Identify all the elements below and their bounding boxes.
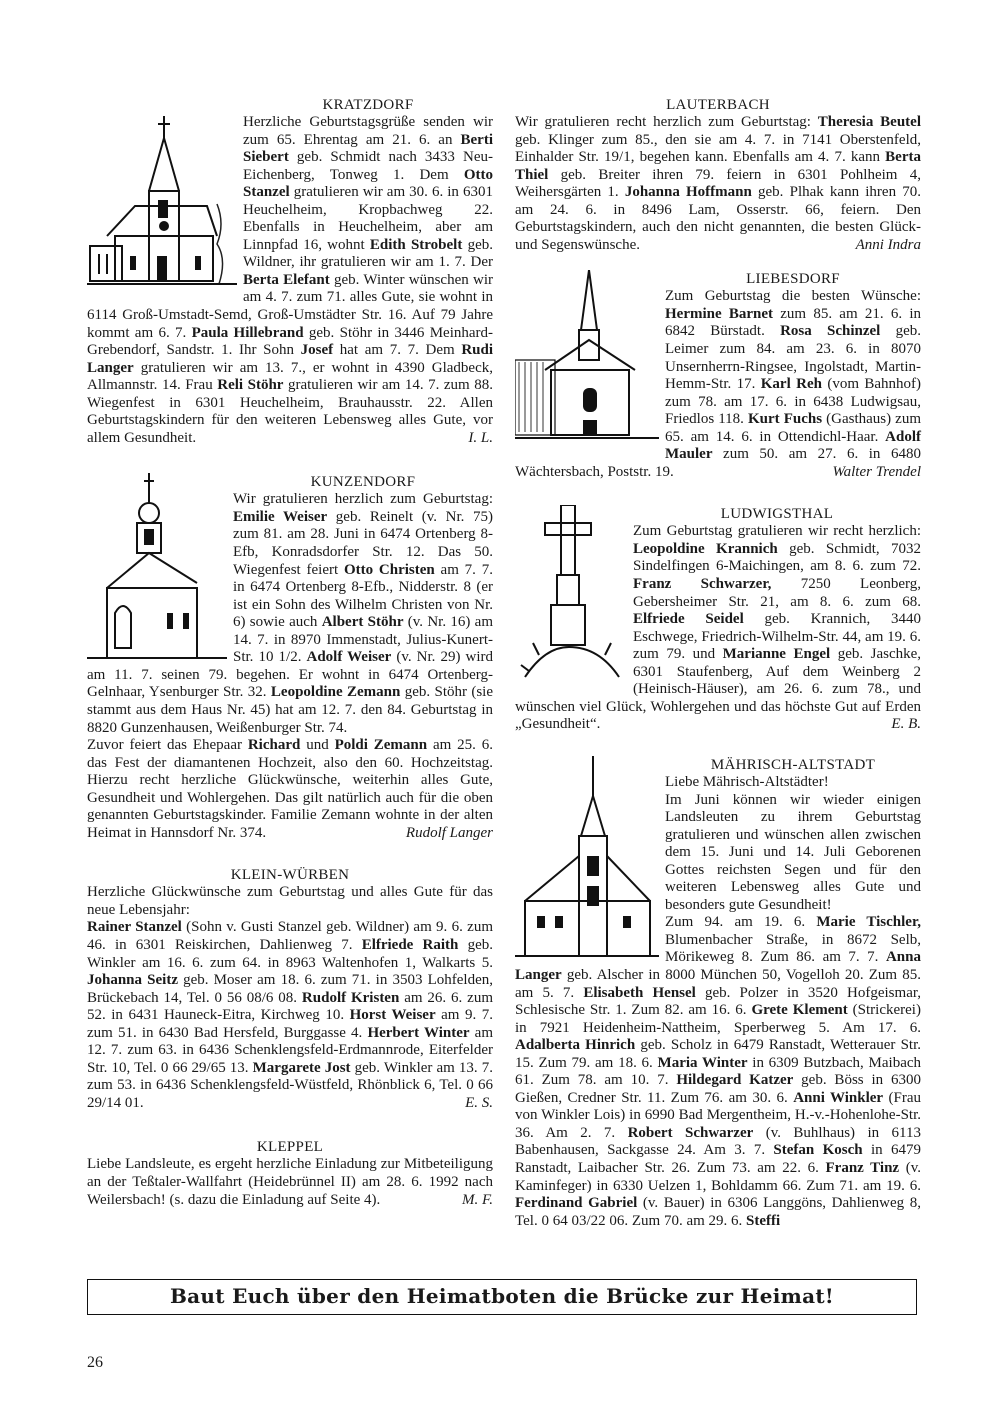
kunzendorf-text-2 <box>87 737 493 842</box>
text-fragment: geb. Stöhr (sie stammt aus dem Haus Nr. 45) hat am 12. 7. den 84. Geburtstag in 8820 Gunzenhausen, Weißenburger Str. 74. <box>87 684 493 736</box>
text-fragment: Blumenbacher Straße, in 8672 Selb, Mörikeweg 8. Zum 86. am 7. 7. <box>665 931 921 966</box>
person-name: Hermine Barnet <box>665 305 774 322</box>
maehrisch-text <box>515 914 921 1230</box>
person-name: Johanna Seitz <box>87 972 178 989</box>
person-name: Paula Hillebrand <box>191 324 304 341</box>
text-fragment: gratulieren wir am 13. 7., er wohnt in 4390 Gladbeck, Allmannstr. 14. Frau <box>87 359 493 394</box>
text-fragment: (v. Buhlhaus) in 6113 Babenhausen, Sackgasse 24. Am 3. 7. <box>515 1124 921 1159</box>
text-fragment: in 6479 Ranstadt, Laibacher Str. 26. Zum 73. am 22. 6. <box>515 1142 922 1176</box>
kleppel-segment <box>87 1156 493 1207</box>
heimatboten-banner: Baut Euch über den Heimatboten die Brücke zur Heimat! <box>87 1279 917 1315</box>
text-fragment: Im Juni können wir wieder einigen Landsleuten zu ihrem Geburtstag gratulieren und wünschen allen zwischen dem 15. Juni und 14. Juli Geborenen Gottes reichsten Segen und für den weiteren Lebensweg alles Gute und besonders gute Gesundheit! <box>665 791 921 913</box>
kunzendorf-chapel-illustration <box>87 473 227 663</box>
text-fragment: hat am 7. 7. Dem <box>333 342 462 359</box>
kleppel-text <box>87 1156 493 1209</box>
section-heading-kunzendorf: KUNZENDORF <box>310 474 416 491</box>
right-column <box>515 96 921 1230</box>
text-fragment: geb. Winter wünschen wir am 4. 7. zum 71. alles Gute, sie wohnt in 6114 Groß-Umstadt-Semd, Groß-Umstädter Str. 16. Auf 79 Jahre kommt am 6. 7. <box>87 271 493 341</box>
text-fragment: Herzliche Glückwünsche zum Geburtstag und alles Gute für das neue Lebensjahr: <box>87 884 493 918</box>
left-column <box>87 96 493 1209</box>
text-fragment: zum 50. am 27. 6. in 6480 Wächtersbach, Poststr. 19. <box>515 446 921 480</box>
text-fragment: am 9. 7. zum 51. in 6430 Bad Hersfeld, Burggasse 4. <box>87 1007 493 1041</box>
text-fragment: (Frau von Winkler Lois) in 6990 Bad Mergentheim, H.-v.-Hohenlohe-Str. 36. Am 2. 7. <box>515 1089 922 1141</box>
lauterbach-segment <box>515 114 921 253</box>
liebesdorf-signature: Walter Trendel <box>832 463 921 480</box>
ludwigsthal-signature: E. B. <box>891 716 921 733</box>
klein-wuerben-text <box>87 919 493 1112</box>
klein-wuerben-intro <box>87 884 493 919</box>
klein-wuerben-segment <box>87 919 493 1110</box>
text-fragment: geb. Winkler am 13. 7. zum 53. in 6436 Schenklengsfeld-Wüstfeld, Rhönblick 6, Tel. 0 66 29/14 01. <box>87 1059 493 1111</box>
text-fragment: Zuvor feiert das Ehepaar <box>87 737 248 754</box>
person-name: Adolf Weiser <box>306 649 392 666</box>
text-fragment: gratulieren wir am 30. 6. in 6301 Heuchelheim, Kropbachweg 22. Ebenfalls in Heuchelheim, aber am Linnpfad 16, wohnt <box>243 184 493 253</box>
section-heading-kleppel: KLEPPEL <box>256 1139 324 1156</box>
text-fragment: (Sohn v. Gusti Stanzel geb. Wildner) am 9. 6. zum 46. in 6301 Reiskirchen, Dahlienweg 7. <box>87 919 493 953</box>
person-name: Reli Stöhr <box>217 377 284 394</box>
person-name: Otto Stanzel <box>243 166 493 201</box>
person-name: Herbert Winter <box>367 1024 470 1041</box>
section-heading-maehrisch-altstadt: MÄHRISCH-ALTSTADT <box>710 756 876 773</box>
section-heading-kratzdorf: KRATZDORF <box>322 97 414 113</box>
person-name: Stefan Kosch <box>773 1142 863 1159</box>
person-name: Elfriede Raith <box>361 936 459 953</box>
text-fragment: geb. Leimer zum 84. am 23. 6. in 8070 Unsernherrn-Ringsee, Ingolstadt, Martin-Hemm-Str. 17. <box>665 323 921 393</box>
person-name: Robert Schwarzer <box>627 1124 754 1141</box>
text-fragment: (v. Bauer) in 6306 Langgöns, Dahlienweg 8, Tel. 0 64 03/22 06. Zum 70. am 29. 6. <box>515 1195 921 1229</box>
text-fragment: (Strickerei) in 7921 Heidenheim-Nattheim, Sperberweg 5. Am 17. 6. <box>515 1002 921 1036</box>
person-name: Edith Strobelt <box>369 236 463 253</box>
person-name: Berti Siebert <box>243 131 493 166</box>
person-name: Ferdinand Gabriel <box>515 1195 638 1212</box>
person-name: Rudi Langer <box>87 342 493 376</box>
person-name: Marie Tischler, <box>816 914 921 931</box>
person-name: Hildegard Katzer <box>676 1072 794 1089</box>
maehrisch-segment <box>665 792 921 913</box>
person-name: Margarete Jost <box>252 1059 351 1076</box>
person-name: Adolf Mauler <box>665 428 921 463</box>
person-name: Berta Elefant <box>243 271 330 288</box>
text-fragment: Liebe Landsleute, es ergeht herzliche Einladung zur Mitbeteiligung an der Teßtaler-Wallfahrt (Heidebrünnel II) am 28. 6. 1992 nach Weilersbach! (s. dazu die Einladung auf Seite 4). <box>87 1156 493 1208</box>
section-heading-klein-wuerben: KLEIN-WÜRBEN <box>230 867 350 884</box>
person-name: Elisabeth Hensel <box>583 984 696 1001</box>
maehrisch-greeting: Liebe Mährisch-Altstädter! <box>665 773 829 790</box>
person-name: Leopoldine Zemann <box>270 684 401 701</box>
text-fragment: am 26. 6. zum 52. in 6431 Hauneck-Eitra, Kirchweg 10. <box>87 989 493 1024</box>
text-fragment: geb. Breiter ihren 79. feiern in 6301 Pohlheim 4, Weihersgärten 1. <box>515 166 921 201</box>
text-fragment: Zum Geburtstag gratulieren wir recht herzlich: <box>633 523 921 540</box>
text-fragment: in 6309 Butzbach, Maibach 61. Zum 78. am 10. 7. <box>515 1054 922 1089</box>
person-name: Maria Winter <box>657 1054 748 1071</box>
liebesdorf-church-illustration <box>515 270 659 448</box>
text-fragment: geb. Winkler am 16. 6. zum 64. in 8963 Waltenhofen 1, Walkarts 5. <box>87 936 493 971</box>
text-fragment: gratulieren wir am 14. 7. zum 88. Wiegenfest in 6301 Heuchelheim, Brauhausstr. 22. Allen Geburtstagskindern für den weiteren Lebensweg alles Gute, vor allem Gesundheit. <box>87 377 493 446</box>
person-name: Josef <box>300 342 334 359</box>
text-fragment: Herzliche Geburtstagsgrüße senden wir zum 65. Ehrentag am 21. 6. an <box>243 114 493 148</box>
ludwigsthal-cross-illustration <box>515 505 627 683</box>
person-name: Otto Christen <box>343 561 435 578</box>
section-heading-liebesdorf: LIEBESDORF <box>746 271 840 288</box>
text-fragment: (v. Kaminfeger) in 6330 Uelzen 1, Bohldamm 66. Zum 71. am 19. 6. <box>515 1159 921 1194</box>
person-name: Franz Schwarzer, <box>633 576 772 593</box>
text-fragment: am 12. 7. zum 63. in 6436 Schenklengsfeld-Erdmannrode, Eiterfelder Str. 10, Tel. 0 66 29/65 13. <box>87 1024 493 1076</box>
text-fragment: geb. Krannich, 3440 Eschwege, Friedrich-Wilhelm-Str. 44, am 19. 6. zum 79. und <box>633 611 921 663</box>
kratzdorf-signature: I. L. <box>468 429 493 446</box>
person-name: Kurt Fuchs <box>747 411 823 428</box>
person-name: Adalberta Hinrich <box>515 1037 636 1054</box>
text-fragment: Wir gratulieren recht herzlich zum Geburtstag: <box>515 114 818 130</box>
text-fragment: geb. Schmidt nach 3433 Neu-Eichenberg, Tonweg 1. Dem <box>243 149 493 183</box>
section-heading-lauterbach: LAUTERBACH <box>666 97 770 113</box>
person-name: Emilie Weiser <box>233 508 328 525</box>
person-name: Anni Winkler <box>793 1089 884 1106</box>
text-fragment: geb. Reinelt (v. Nr. 75) zum 81. am 28. Juni in 6474 Ortenberg 8-Efb, Konradsdorfer Str. 12. Das 50. Wiegenfest feiert <box>233 508 494 578</box>
person-name: Johanna Hoffmann <box>624 184 752 201</box>
text-fragment: und <box>300 737 335 754</box>
kunzendorf-signature: Rudolf Langer <box>405 824 493 841</box>
text-fragment: geb. Wildner, ihr gratulieren wir am 1. 7. Der <box>243 236 493 271</box>
person-name: Poldi Zemann <box>334 737 428 754</box>
person-name: Rainer Stanzel <box>87 919 182 936</box>
section-heading-ludwigsthal: LUDWIGSTHAL <box>720 506 834 523</box>
person-name: Leopoldine Krannich <box>633 540 778 557</box>
klein-wuerben-segment <box>87 884 493 918</box>
text-fragment: geb. Jaschke, 6301 Staufenberg, Auf dem Weinberg 2 (Heinisch-Häuser), am 26. 6. zum 78., und wünschen viel Glück, Wohlergehen und das höchste Gut auf Erden „Gesundheit“. <box>515 646 922 733</box>
text-fragment: geb. Polzer in 3520 Hofgeismar, Schlesische Str. 1. Zum 82. am 16. 6. <box>515 984 921 1019</box>
person-name: Karl Reh <box>760 376 822 393</box>
text-fragment: geb. Klinger zum 85., den sie am 4. 7. in 7141 Oberstenfeld, Einhalder Str. 19/1, begehen kann. Ebenfalls am 4. 7. kann <box>515 131 921 166</box>
person-name: Albert Stöhr <box>321 614 404 631</box>
lauterbach-text <box>515 114 921 254</box>
text-fragment: 7250 Leonberg, Gebersheimer Str. 21, am 8. 6. zum 68. <box>633 576 922 610</box>
person-name: Grete Klement <box>751 1002 848 1019</box>
text-fragment: geb. Alscher in 8000 München 50, Vogelloh 20. Zum 85. am 5. 7. <box>515 966 921 1001</box>
person-name: Horst Weiser <box>349 1007 436 1024</box>
text-fragment: (v. Nr. 16) am 14. 7. in 8970 Immenstadt, Julius-Kunert-Str. 10 1/2. <box>233 614 493 666</box>
text-fragment: Zum Geburtstag die besten Wünsche: <box>665 288 921 305</box>
text-fragment: (vom Bahnhof) zum 78. am 17. 6. in 6438 Ludwigsau, Friedlos 118. <box>665 376 922 428</box>
person-name: Richard <box>247 737 301 754</box>
text-fragment: geb. Stöhr in 3446 Meinhard-Grebendorf, Sandstr. 1. Ihr Sohn <box>87 324 494 359</box>
klein-wuerben-signature: E. S. <box>465 1094 493 1111</box>
kratzdorf-church-illustration <box>87 96 237 296</box>
text-fragment: Zum 94. am 19. 6. <box>665 914 817 931</box>
text-fragment: geb. Scholz in 6479 Ranstadt, Wetterauer Str. 15. Zum 79. am 18. 6. <box>515 1037 922 1071</box>
kleppel-signature: M. F. <box>462 1191 493 1208</box>
person-name: Elfriede Seidel <box>633 611 744 628</box>
person-name: Anna Langer <box>515 949 921 983</box>
person-name: Steffi <box>746 1212 781 1229</box>
page-number: 26 <box>87 1354 103 1371</box>
person-name: Marianne Engel <box>722 646 831 663</box>
text-fragment: Wir gratulieren herzlich zum Geburtstag: <box>233 491 493 508</box>
text-fragment: geb. Plhak kann ihren 70. am 24. 6. in 8496 Lam, Osserstr. 66, feiern. Den Geburtstagskindern, auch den nicht genannten, die besten Glück- und Segenswünsche. <box>515 184 921 253</box>
person-name: Theresia Beutel <box>817 114 921 130</box>
person-name: Rudolf Kristen <box>301 989 400 1006</box>
text-fragment: geb. Schmidt, 7032 Sindelfingen 6-Maichingen, am 8. 6. zum 72. <box>633 540 921 575</box>
text-fragment: (v. Nr. 29) wird am 11. 7. seinen 79. begehen. Er wohnt in 6474 Ortenberg-Gelnhaar, Ysenburger Str. 32. <box>87 649 493 701</box>
maehrisch-segment <box>515 914 921 1228</box>
maehrisch-altstadt-church-illustration <box>515 756 659 961</box>
text-fragment: zum 85. am 21. 6. in 6842 Bürstadt. <box>665 305 921 340</box>
person-name: Rosa Schinzel <box>780 323 881 340</box>
text-fragment: am 25. 6. das Fest der diamantenen Hochzeit, also den 60. Hochzeitstag. Hierzu recht herzliche Glückwünsche, weiterhin alles Gute, Gesundheit und Wohlergehen. Das gilt natürlich auch für die oben genannten Geburtstagskinder. Familie Zemann wohnte in der alten Heimat in Hannsdorf Nr. 374. <box>87 737 493 841</box>
person-name: Berta Thiel <box>515 149 921 183</box>
person-name: Franz Tinz <box>825 1159 900 1176</box>
text-fragment: am 7. 7. in 6474 Ortenberg 8-Efb., Nidderstr. 8 (er ist ein Sohn des Wilhelm Christen von Nr. 6) sowie auch <box>233 561 493 631</box>
text-fragment: (Gasthaus) zum 65. am 14. 6. in Ottendichl-Haar. <box>665 411 921 445</box>
text-fragment: geb. Böss in 6300 Gießen, Credner Str. 11. Zum 76. am 30. 6. <box>515 1072 921 1106</box>
lauterbach-signature: Anni Indra <box>855 236 921 253</box>
text-fragment: geb. Moser am 18. 6. zum 71. in 3503 Lohfelden, Brückebach 14, Tel. 0 56 08/6 08. <box>87 972 493 1006</box>
